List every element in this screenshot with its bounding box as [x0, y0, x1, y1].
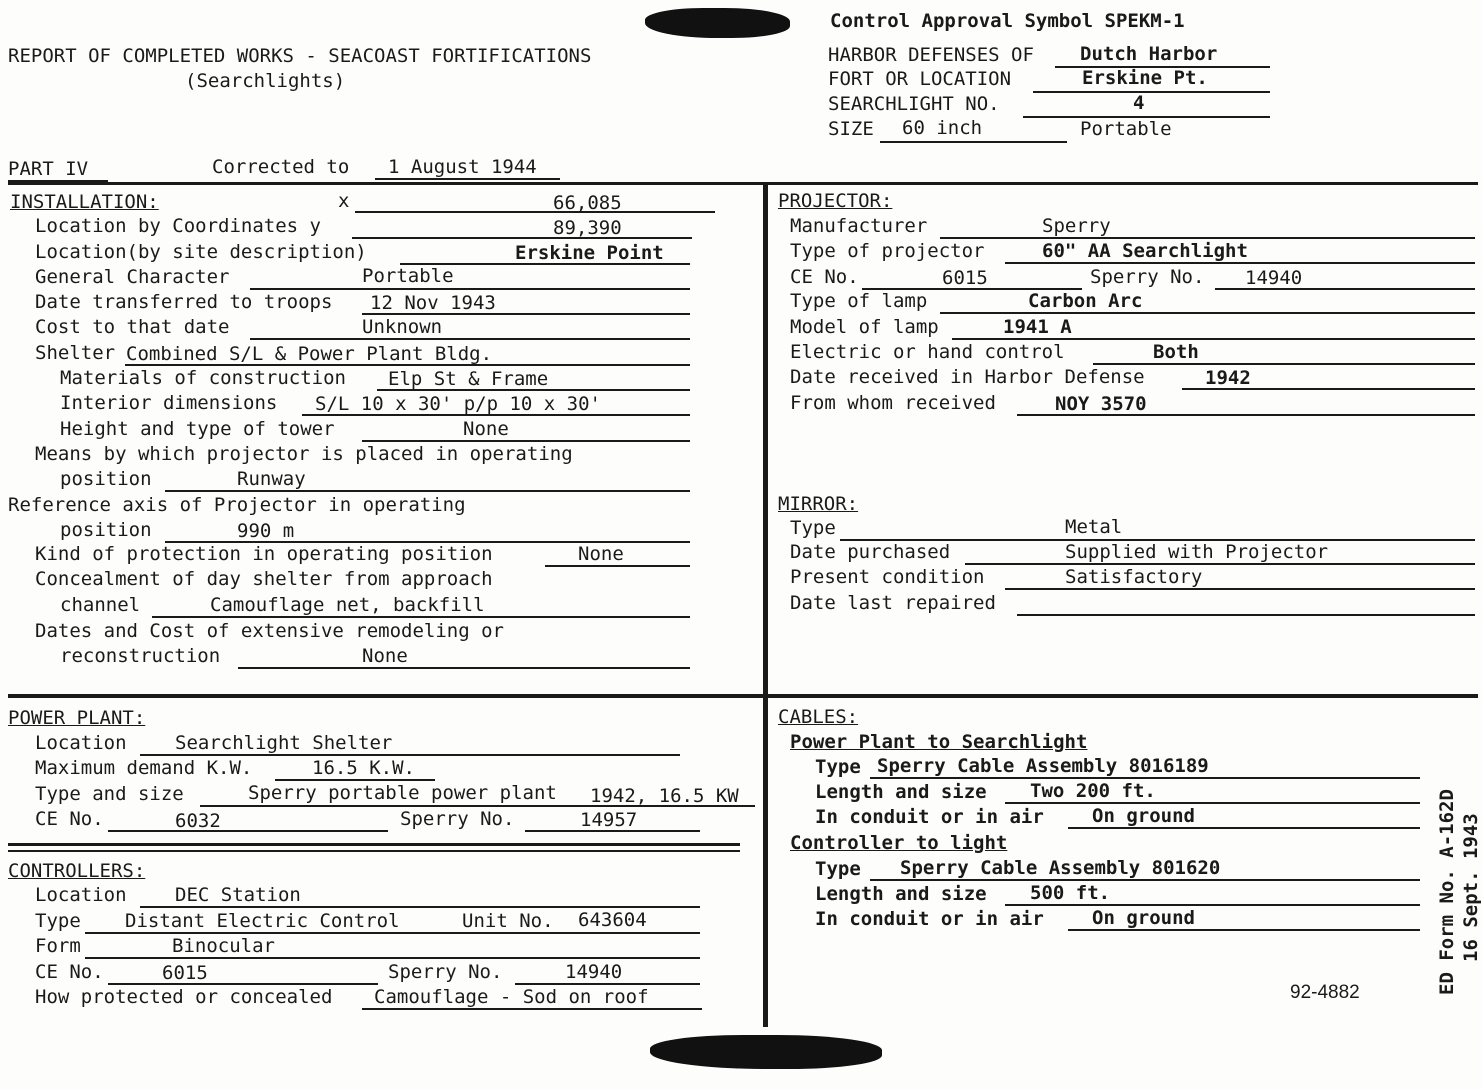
from-label: From whom received — [790, 392, 996, 414]
tower-value: None — [463, 418, 509, 440]
lamp-type-value: Carbon Arc — [1028, 290, 1143, 312]
materials-label: Materials of construction — [60, 367, 346, 389]
cable-ctl-length-value: 500 ft. — [1030, 882, 1111, 904]
control-approval-symbol: Control Approval Symbol SPEKM-1 — [830, 10, 1185, 32]
condition-value: Satisfactory — [1065, 566, 1203, 588]
unit-no-label: Unit No. — [462, 910, 554, 932]
received-value: 1942 — [1205, 367, 1251, 389]
form-date: 16 Sept. 1943 — [1460, 813, 1482, 962]
pp-to-searchlight-heading: Power Plant to Searchlight — [790, 731, 1088, 753]
protected-label: How protected or concealed — [35, 986, 333, 1008]
pp-sperry-value: 14957 — [580, 809, 638, 831]
size-type: Portable — [1080, 118, 1172, 140]
cable-ctl-conduit-value: On ground — [1092, 907, 1195, 929]
manufacturer-value: Sperry — [1042, 215, 1111, 237]
demand-label: Maximum demand K.W. — [35, 757, 253, 779]
means-value: Runway — [237, 468, 306, 490]
transferred-value: 12 Nov 1943 — [370, 292, 496, 314]
ctrl-sperry-value: 14940 — [565, 961, 623, 983]
top-rule — [8, 182, 1478, 185]
pp-ce-label: CE No. — [35, 808, 104, 830]
means-label: Means by which projector is placed in operating — [35, 443, 573, 465]
form-value: Binocular — [172, 935, 275, 957]
interior-value: S/L 10 x 30' p/p 10 x 30' — [315, 393, 601, 415]
control-value: Both — [1153, 341, 1199, 363]
size-label: SIZE — [828, 118, 874, 140]
pp-sperry-label: Sperry No. — [400, 808, 515, 830]
cost-value: Unknown — [362, 316, 443, 338]
site-value: Erskine Point — [515, 242, 664, 264]
redaction-mark-top — [645, 8, 790, 38]
power-plant-heading: POWER PLANT: — [8, 707, 146, 729]
ctrl-ce-value: 6015 — [162, 962, 208, 984]
control-label: Electric or hand control — [790, 341, 1065, 363]
projector-type-value: 60" AA Searchlight — [1042, 240, 1248, 262]
cable-pp-type-label: Type — [815, 756, 861, 778]
harbor-value: Dutch Harbor — [1080, 43, 1218, 65]
protected-value: Camouflage - Sod on roof — [374, 986, 649, 1008]
ce-no-label: CE No. — [790, 266, 859, 288]
unit-no-value: 643604 — [578, 909, 647, 931]
mirror-type-value: Metal — [1065, 516, 1123, 538]
interior-label: Interior dimensions — [60, 392, 278, 414]
redaction-mark-bottom — [650, 1035, 882, 1069]
size-value: 60 inch — [902, 117, 983, 139]
concealment-label: Concealment of day shelter from approach — [35, 568, 493, 590]
pp-type-value: Sperry portable power plant — [248, 782, 557, 804]
lamp-type-label: Type of lamp — [790, 290, 928, 312]
cable-pp-type-value: Sperry Cable Assembly 8016189 — [877, 755, 1209, 777]
cost-label: Cost to that date — [35, 316, 230, 338]
cable-pp-length-value: Two 200 ft. — [1030, 780, 1156, 802]
ref-axis-label: Reference axis of Projector in operating — [8, 494, 466, 516]
cable-pp-conduit-label: In conduit or in air — [815, 806, 1044, 828]
mirror-heading: MIRROR: — [778, 493, 859, 515]
ctrl-ce-label: CE No. — [35, 961, 104, 983]
ctrl-location-label: Location — [35, 884, 127, 906]
shelter-label: Shelter — [35, 342, 116, 364]
from-value: NOY 3570 — [1055, 393, 1147, 415]
transferred-label: Date transferred to troops — [35, 291, 333, 313]
cable-ctl-type-label: Type — [815, 858, 861, 880]
x-label: x — [338, 190, 350, 212]
remodel-label: Dates and Cost of extensive remodeling or — [35, 620, 504, 642]
x-value: 66,085 — [553, 192, 622, 214]
y-value: 89,390 — [553, 217, 622, 239]
means-label-2: position — [60, 468, 152, 490]
concealment-value: Camouflage net, backfill — [210, 594, 485, 616]
shelter-value: Combined S/L & Power Plant Bldg. — [126, 343, 493, 365]
installation-heading: INSTALLATION: — [10, 191, 159, 213]
controller-rule — [8, 843, 740, 846]
pp-location-label: Location — [35, 732, 127, 754]
controllers-heading: CONTROLLERS: — [8, 860, 146, 882]
report-subtitle: (Searchlights) — [185, 70, 346, 92]
manufacturer-label: Manufacturer — [790, 215, 928, 237]
concealment-label-2: channel — [60, 594, 141, 616]
cable-ctl-type-value: Sperry Cable Assembly 801620 — [900, 857, 1221, 879]
cable-pp-conduit-value: On ground — [1092, 805, 1195, 827]
corrected-label: Corrected to — [212, 156, 350, 178]
ctrl-sperry-label: Sperry No. — [388, 961, 503, 983]
protection-value: None — [578, 543, 624, 565]
lamp-model-value: 1941 A — [1003, 316, 1072, 338]
part-label: PART IV — [8, 158, 89, 180]
middle-rule — [8, 694, 1478, 698]
pp-location-value: Searchlight Shelter — [175, 732, 393, 754]
form-number: ED Form No. A-162D — [1436, 789, 1458, 995]
character-value: Portable — [362, 265, 454, 287]
sperry-no-label: Sperry No. — [1090, 266, 1205, 288]
coords-label: Location by Coordinates y — [35, 215, 321, 237]
ce-no-value: 6015 — [942, 267, 988, 289]
purchased-value: Supplied with Projector — [1065, 541, 1329, 563]
harbor-label: HARBOR DEFENSES OF — [828, 44, 1034, 66]
pp-type-label: Type and size — [35, 783, 184, 805]
protection-label: Kind of protection in operating position — [35, 543, 493, 565]
sperry-no-value: 14940 — [1245, 267, 1303, 289]
projector-type-label: Type of projector — [790, 240, 985, 262]
ref-axis-value: 990 m — [237, 520, 295, 542]
character-label: General Character — [35, 266, 230, 288]
cables-heading: CABLES: — [778, 706, 859, 728]
searchlight-no-label: SEARCHLIGHT NO. — [828, 93, 1000, 115]
center-divider — [763, 182, 768, 1027]
purchased-label: Date purchased — [790, 541, 951, 563]
cable-ctl-conduit-label: In conduit or in air — [815, 908, 1044, 930]
ctrl-location-value: DEC Station — [175, 884, 301, 906]
cable-pp-length-label: Length and size — [815, 781, 987, 803]
ref-axis-label-2: position — [60, 519, 152, 541]
projector-heading: PROJECTOR: — [778, 190, 893, 212]
received-label: Date received in Harbor Defense — [790, 366, 1145, 388]
tower-label: Height and type of tower — [60, 418, 335, 440]
condition-label: Present condition — [790, 566, 985, 588]
pp-type-value-2: 1942, 16.5 KW — [590, 785, 739, 807]
report-title: REPORT OF COMPLETED WORKS - SEACOAST FORTIFICATIONS — [8, 45, 592, 67]
corrected-value: 1 August 1944 — [388, 156, 537, 178]
ctrl-type-label: Type — [35, 910, 81, 932]
repaired-label: Date last repaired — [790, 592, 996, 614]
searchlight-no-value: 4 — [1133, 92, 1145, 114]
pp-ce-value: 6032 — [175, 810, 221, 832]
site-label: Location(by site description) — [35, 241, 367, 263]
demand-value: 16.5 K.W. — [312, 757, 415, 779]
remodel-label-2: reconstruction — [60, 645, 221, 667]
fort-label: FORT OR LOCATION — [828, 68, 1012, 90]
controller-to-light-heading: Controller to light — [790, 832, 1008, 854]
remodel-value: None — [362, 645, 408, 667]
ctrl-type-value: Distant Electric Control — [125, 910, 400, 932]
cable-ctl-length-label: Length and size — [815, 883, 987, 905]
lamp-model-label: Model of lamp — [790, 316, 939, 338]
mirror-type-label: Type — [790, 517, 836, 539]
fort-value: Erskine Pt. — [1082, 67, 1208, 89]
form-label: Form — [35, 935, 81, 957]
materials-value: Elp St & Frame — [388, 368, 549, 390]
document-number: 92-4882 — [1290, 982, 1360, 1003]
